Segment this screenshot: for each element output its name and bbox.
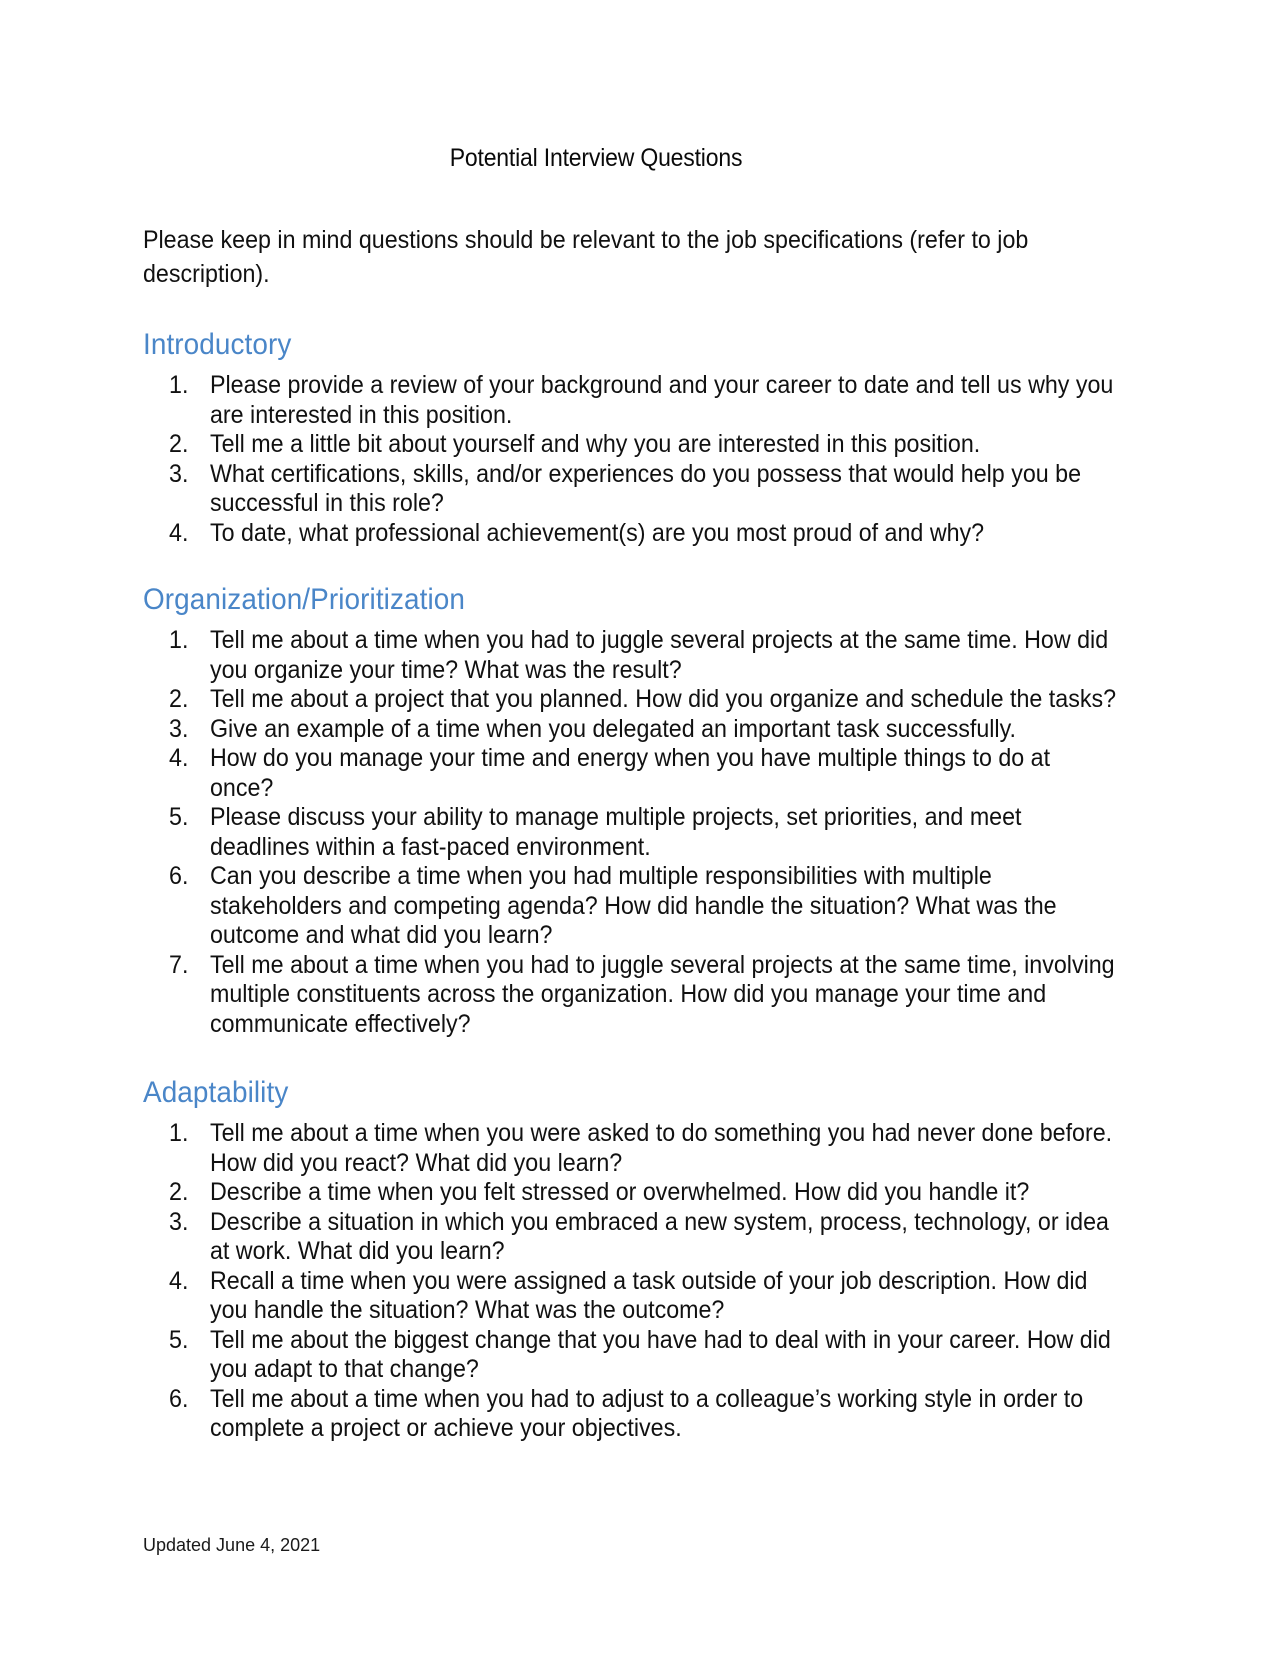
question-list-introductory (143, 363, 1114, 548)
list-item: How do you manage your time and energy when you have multiple things to do at once? (209, 744, 1051, 802)
intro-paragraph: Please keep in mind questions should be relevant to the job specifications (refer to job description). (143, 226, 1029, 288)
list-item: Describe a situation in which you embraced a new system, process, technology, or idea at work. What did you learn? (209, 1207, 1109, 1265)
footer-updated-date: Updated June 4, 2021 (143, 1535, 321, 1555)
list-item: Describe a time when you felt stressed or overwhelmed. How did you handle it? (209, 1178, 1030, 1206)
section-heading-adaptability: Adaptability (143, 1076, 289, 1109)
section-introductory (143, 291, 1114, 548)
document-body (143, 0, 1116, 1444)
question-list-organization-prioritization (143, 618, 1116, 1039)
section-adaptability (143, 1039, 1113, 1444)
section-organization-prioritization (143, 548, 1116, 1039)
list-item: Tell me a little bit about yourself and why you are interested in this position. (209, 430, 981, 458)
list-item: To date, what professional achievement(s) are you most proud of and why? (209, 518, 985, 547)
list-item: Tell me about a time when you had to juggle several projects at the same time, involving multiple constituents across the organization. How did you manage your time and communicate effectively? (209, 950, 1115, 1038)
question-list-adaptability (143, 1111, 1113, 1444)
list-item: Tell me about a time when you were asked to do something you had never done before. How did you react? What did you learn? (209, 1119, 1113, 1177)
list-item: What certifications, skills, and/or experiences do you possess that would help you be successful in this role? (209, 459, 1082, 517)
section-heading-introductory: Introductory (143, 328, 292, 361)
section-heading-organization-prioritization: Organization/Prioritization (143, 583, 465, 616)
list-item: Recall a time when you were assigned a task outside of your job description. How did you handle the situation? What was the outcome? (209, 1266, 1088, 1324)
list-item: Tell me about a time when you had to adjust to a colleague’s working style in order to complete a project or achieve your objectives. (209, 1384, 1084, 1442)
list-item: Tell me about a time when you had to juggle several projects at the same time. How did you organize your time? What was the result? (209, 626, 1109, 684)
list-item: Please provide a review of your background and your career to date and tell us why you are interested in this position. (209, 371, 1114, 429)
list-item: Give an example of a time when you delegated an important task successfully. (209, 714, 1016, 743)
list-item: Can you describe a time when you had multiple responsibilities with multiple stakeholders and competing agenda? How did handle the situation? What was the outcome and what did you learn? (209, 862, 1057, 949)
page-title: Potential Interview Questions (449, 144, 743, 172)
list-item: Tell me about the biggest change that you have had to deal with in your career. How did you adapt to that change? (209, 1325, 1111, 1383)
list-item: Please discuss your ability to manage multiple projects, set priorities, and meet deadlines within a fast-paced environment. (209, 803, 1022, 861)
list-item: Tell me about a project that you planned. How did you organize and schedule the tasks? (209, 685, 1116, 713)
